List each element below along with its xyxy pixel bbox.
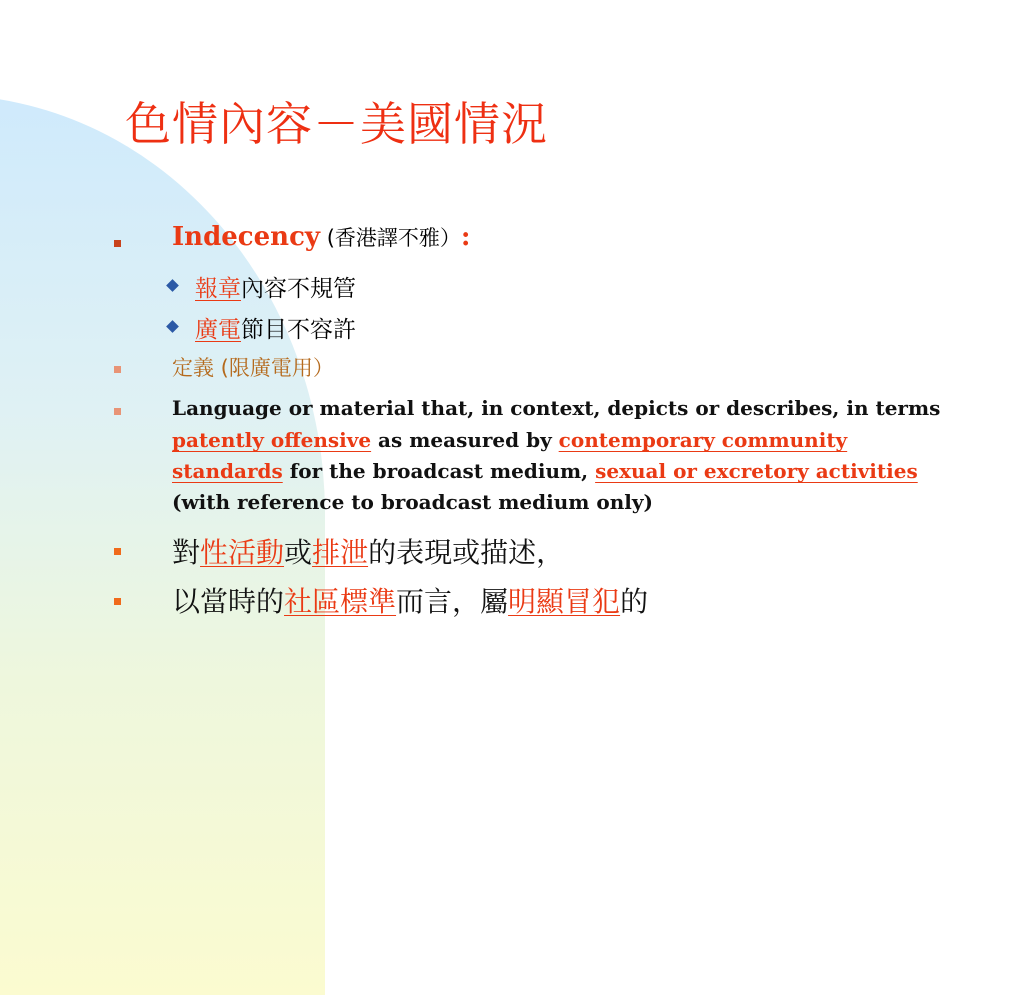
cn-text: 而言，屬 <box>396 585 509 618</box>
indecency-term: Indecency <box>172 222 321 252</box>
definition-text: for the broadcast medium, <box>282 459 596 483</box>
indecency-colon: : <box>460 222 471 252</box>
bullet-square <box>114 366 121 373</box>
bullet-square <box>114 240 121 247</box>
sub-item-link[interactable]: 廣電 <box>195 317 241 343</box>
term-excretion[interactable]: 排泄 <box>312 536 369 569</box>
cn-text: 以當時的 <box>172 585 285 618</box>
term-sexual-activity[interactable]: 性活動 <box>200 536 285 569</box>
slide-title: 色情內容－美國情況 <box>125 97 548 151</box>
definition-label: 定義 (限廣電用） <box>172 356 334 380</box>
bullet-square <box>114 408 121 415</box>
sub-item-text: 內容不規管 <box>241 276 356 302</box>
bullet-square <box>114 548 121 555</box>
chinese-line-2 <box>172 580 648 620</box>
term-sexual-activities[interactable]: sexual or excretory activities <box>595 459 918 483</box>
term-patently-offensive-cn[interactable]: 明顯冒犯 <box>508 585 621 618</box>
term-standards[interactable]: standards <box>172 459 283 483</box>
definition-line-4: (with reference to broadcast medium only) <box>172 490 653 514</box>
indecency-paren: (香港譯不雅） <box>320 226 461 250</box>
term-community-standards[interactable]: 社區標準 <box>284 585 397 618</box>
sub-item-text: 節目不容許 <box>241 317 356 343</box>
bullet-square <box>114 598 121 605</box>
definition-line-1: Language or material that, in context, depicts or describes, in terms <box>172 396 941 420</box>
definition-line-2 <box>172 428 847 452</box>
sub-item-broadcast <box>195 311 356 344</box>
term-patently-offensive[interactable]: patently offensive <box>172 428 372 452</box>
sub-item-newspaper <box>195 270 356 303</box>
chinese-line-1 <box>172 531 564 571</box>
definition-text: as measured by <box>371 428 559 452</box>
definition-line-3 <box>172 459 918 483</box>
cn-text: 對 <box>172 536 201 569</box>
cn-text: 的表現或描述， <box>368 536 565 569</box>
cn-text: 的 <box>620 585 649 618</box>
sub-item-link[interactable]: 報章 <box>195 276 241 302</box>
term-contemporary-community[interactable]: contemporary community <box>558 428 848 452</box>
indecency-line <box>172 222 471 252</box>
cn-text: 或 <box>284 536 313 569</box>
